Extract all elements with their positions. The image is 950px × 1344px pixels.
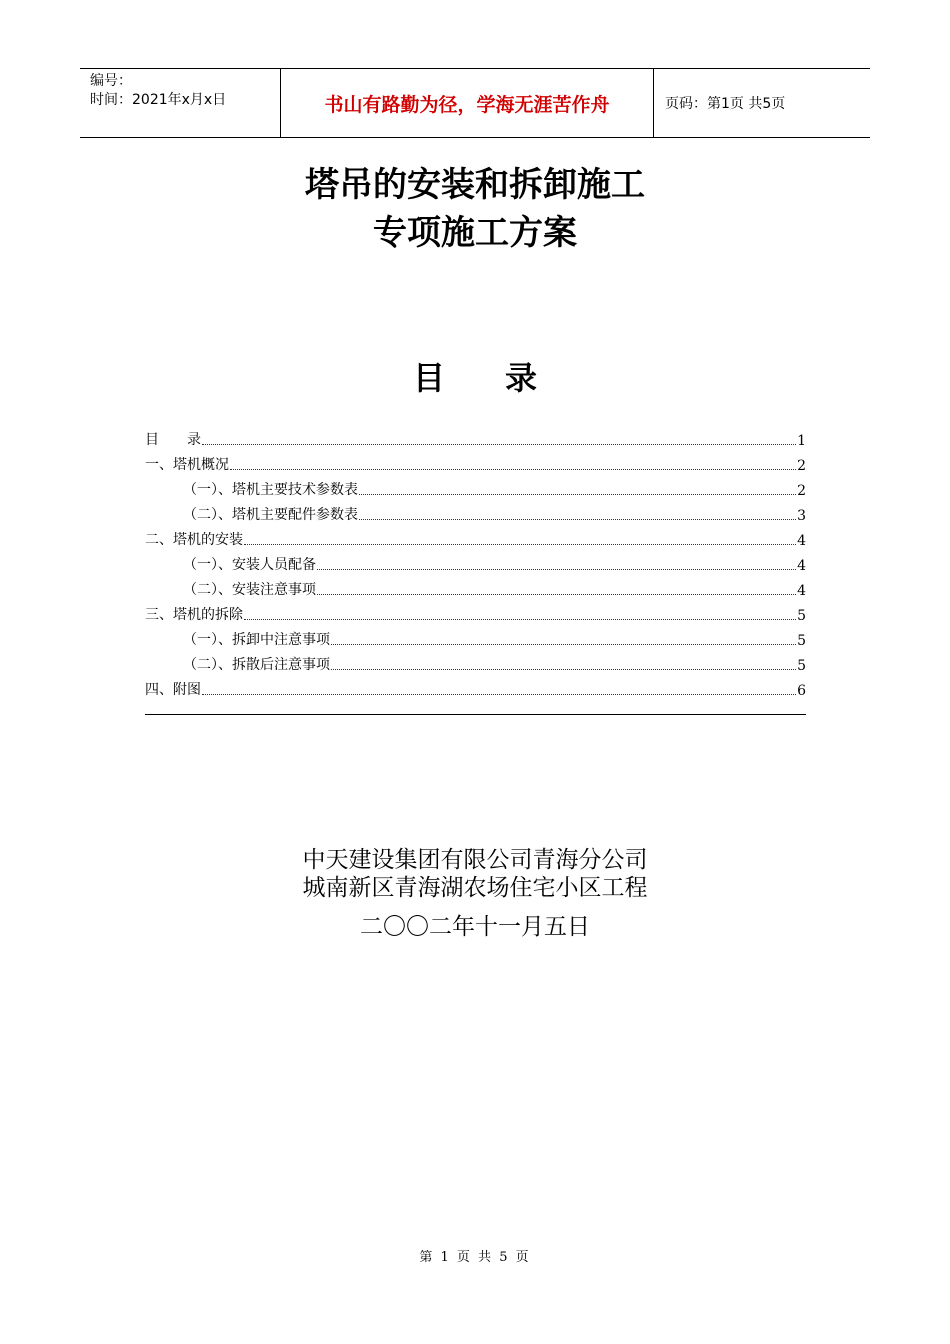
- toc-entry-page: 4: [797, 583, 806, 599]
- toc-leader-dots: [230, 468, 796, 470]
- toc-entry[interactable]: [145, 474, 806, 499]
- organization-name: 中天建设集团有限公司青海分公司: [302, 847, 648, 873]
- toc-entry-page: 5: [797, 608, 806, 624]
- toc-entry-label: 目 录: [145, 432, 201, 448]
- toc-entry-page: 4: [797, 533, 806, 549]
- toc-entry-label: （二）、拆散后注意事项: [183, 657, 330, 673]
- toc-entry-label: （一）、安装人员配备: [183, 557, 316, 573]
- toc-entry[interactable]: [145, 599, 806, 624]
- document-header: [80, 68, 870, 138]
- toc-divider: [145, 714, 806, 715]
- toc-entry[interactable]: [145, 624, 806, 649]
- toc-entry-label: （一）、塔机主要技术参数表: [183, 482, 358, 498]
- toc-entry[interactable]: [145, 499, 806, 524]
- toc-entry-page: 4: [797, 558, 806, 574]
- toc-leader-dots: [359, 493, 796, 495]
- header-motto-cell: [281, 69, 654, 137]
- toc-leader-dots: [202, 443, 796, 445]
- toc-entry-page: 2: [797, 458, 806, 474]
- toc-leader-dots: [317, 568, 796, 570]
- toc-entry-label: 四、附图: [145, 682, 201, 698]
- toc-entry[interactable]: [145, 574, 806, 599]
- toc-entry-page: 3: [797, 508, 806, 524]
- document-title-line2: 专项施工方案: [373, 213, 577, 253]
- toc-leader-dots: [244, 543, 796, 545]
- header-page-cell: [655, 69, 870, 137]
- toc-entry-label: （二）、塔机主要配件参数表: [183, 507, 358, 523]
- header-meta-cell: [80, 69, 281, 137]
- toc-entry-page: 2: [797, 483, 806, 499]
- toc-entry-page: 1: [797, 433, 806, 449]
- toc-entry-page: 6: [797, 683, 806, 699]
- toc-entry-label: 一、塔机概况: [145, 457, 229, 473]
- toc-entry-label: （一）、拆卸中注意事项: [183, 632, 330, 648]
- toc-entry[interactable]: [145, 449, 806, 474]
- toc-entry[interactable]: [145, 424, 806, 449]
- toc-heading: 目录: [412, 359, 597, 397]
- header-page-info: 页码：第1页 共5页: [665, 96, 786, 112]
- toc-entry[interactable]: [145, 649, 806, 674]
- document-title-line1: 塔吊的安装和拆卸施工: [305, 165, 645, 205]
- toc-leader-dots: [244, 618, 796, 620]
- toc-entry-label: （二）、安装注意事项: [183, 582, 316, 598]
- toc-entry[interactable]: [145, 674, 806, 699]
- toc-entry-label: 三、塔机的拆除: [145, 607, 243, 623]
- table-of-contents: [145, 424, 806, 699]
- header-motto: 书山有路勤为径，学海无涯苦作舟: [324, 94, 610, 116]
- page-footer: 第 1 页 共 5 页: [419, 1250, 531, 1265]
- issue-date: 二〇〇二年十一月五日: [360, 914, 590, 940]
- project-name: 城南新区青海湖农场住宅小区工程: [302, 875, 648, 901]
- toc-leader-dots: [359, 518, 796, 520]
- toc-entry-page: 5: [797, 658, 806, 674]
- toc-entry[interactable]: [145, 524, 806, 549]
- toc-leader-dots: [317, 593, 796, 595]
- toc-entry-page: 5: [797, 633, 806, 649]
- document-number-label: 编号：: [90, 73, 132, 89]
- toc-leader-dots: [202, 693, 796, 695]
- toc-leader-dots: [331, 643, 796, 645]
- toc-leader-dots: [331, 668, 796, 670]
- toc-entry[interactable]: [145, 549, 806, 574]
- toc-entry-label: 二、塔机的安装: [145, 532, 243, 548]
- document-date: 时间：2021年x月x日: [90, 92, 227, 108]
